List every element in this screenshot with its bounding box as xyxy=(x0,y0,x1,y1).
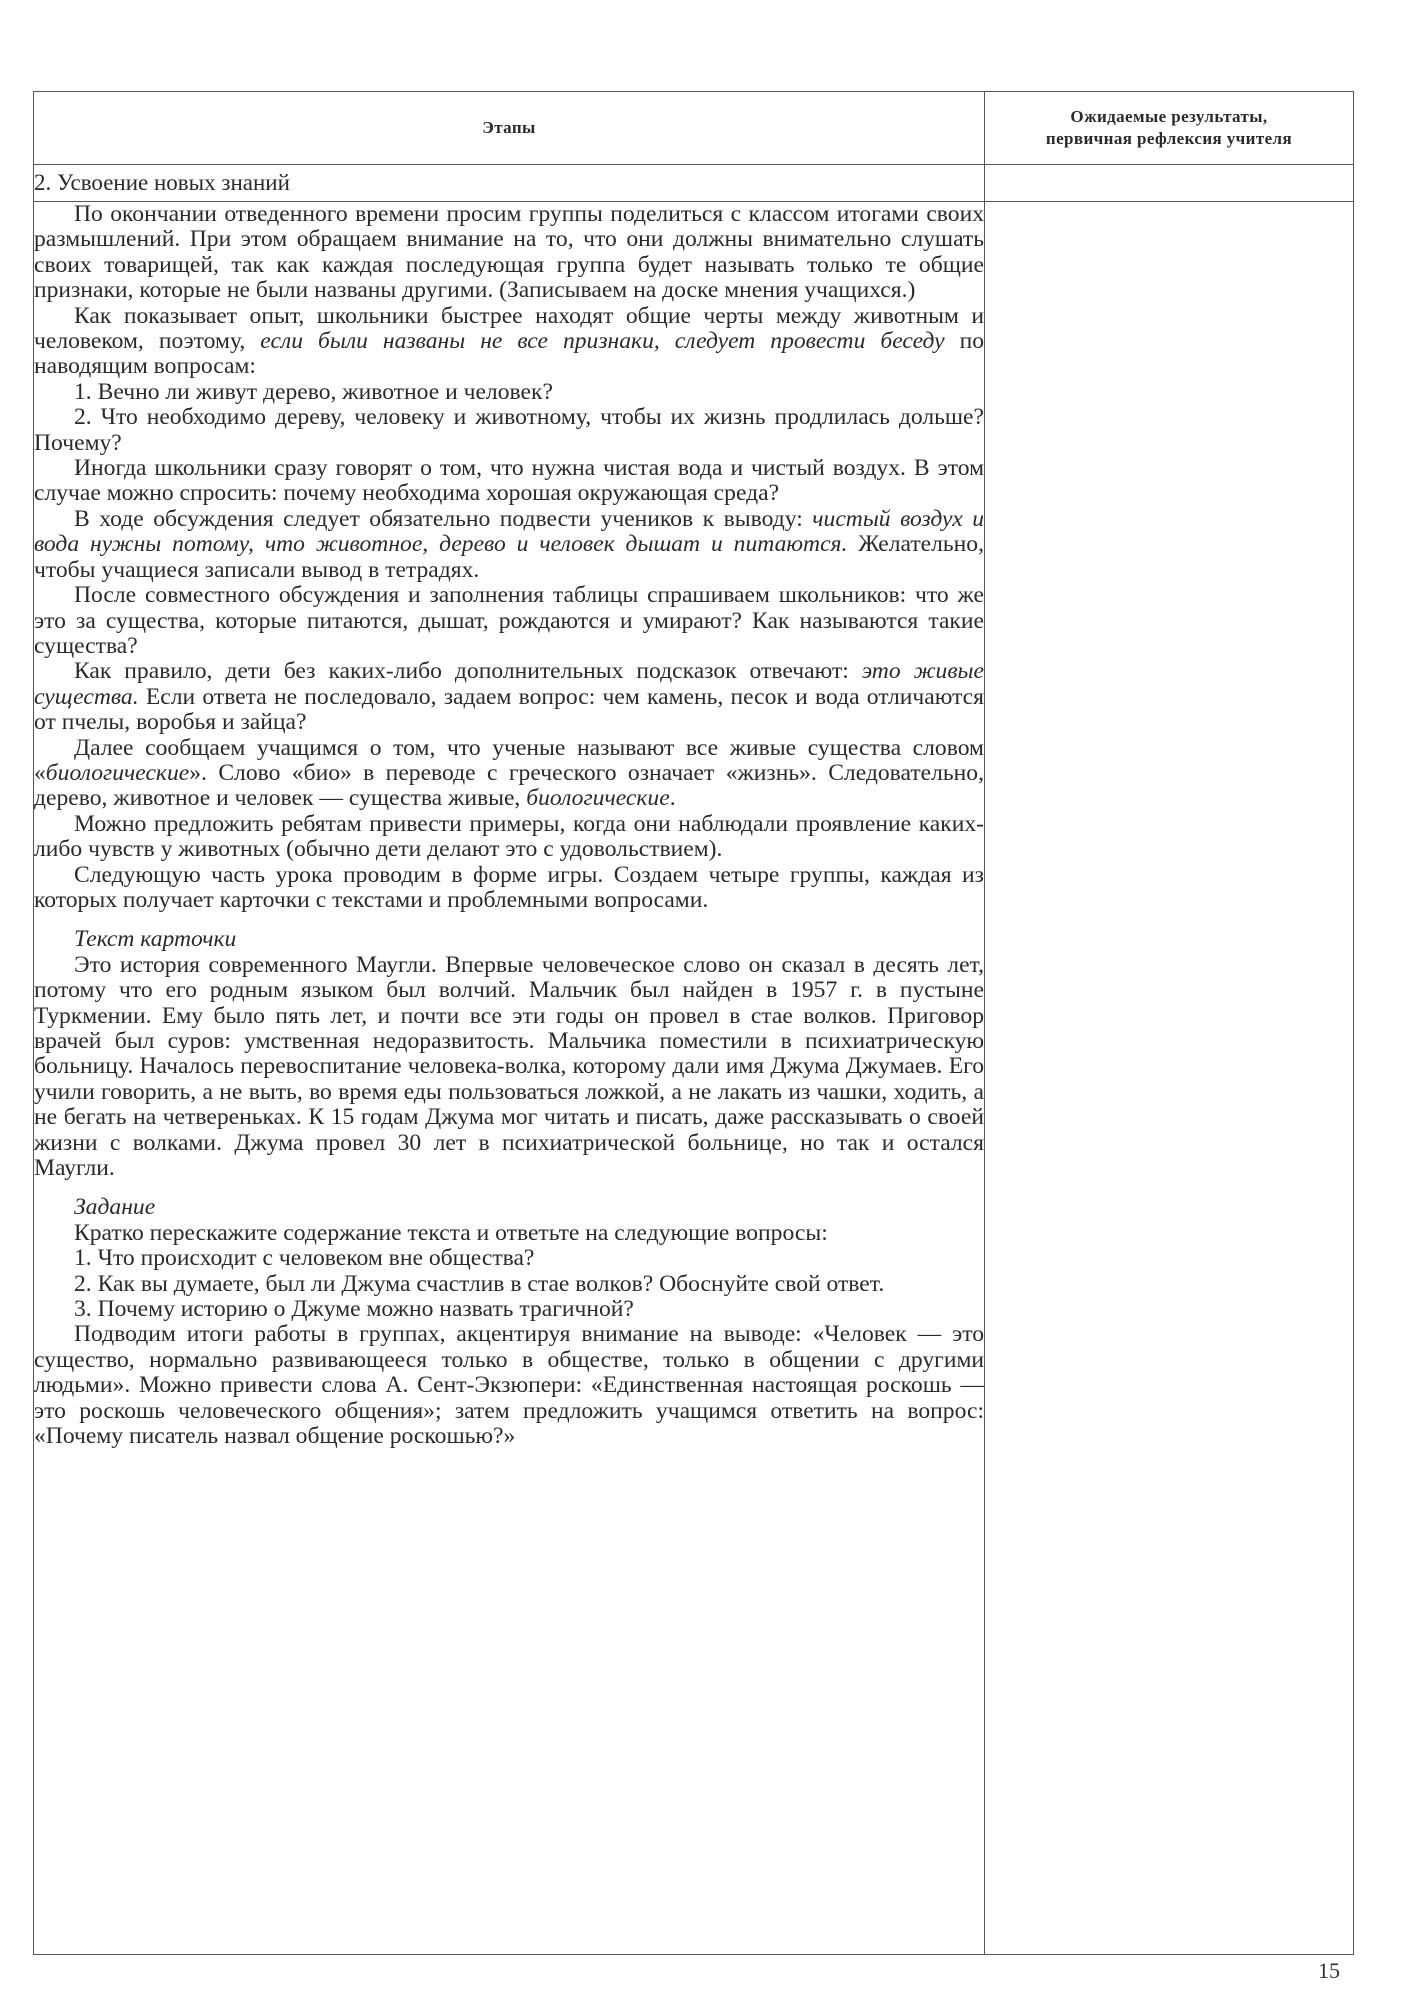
paragraph-6 xyxy=(34,659,984,735)
task-text: Кратко перескажите содержание текста и ответьте на следующие вопросы: xyxy=(74,1219,828,1246)
header-results-line2: первичная рефлексия учителя xyxy=(1045,129,1293,148)
paragraph-10: Подводим итоги работы в группах, акцентируя внимание на выводе: «Человек — это существо, нормально развивающееся только в обществе, только в общении с другими людьми». Можно привести слова А. Сент-Экзюпери: «Единственная настоящая роскошь — это роскошь человеческого общения»; затем предложить учащимся ответить на вопрос: «Почему писатель назвал общение роскошью?» xyxy=(34,1321,984,1450)
paragraph-7-mid: ». Слово «био» в переводе с греческого означает «жизнь». Следовательно, дерево, животное и человек — существа живые, xyxy=(34,759,984,812)
page-number: 15 xyxy=(1318,1958,1340,1983)
paragraph-5: После совместного обсуждения и заполнения таблицы спрашиваем школьников: что же это за существа, которые питаются, дышат, рождаются и умирают? Как называются такие существа? xyxy=(34,582,984,659)
paragraph-3: Иногда школьники сразу говорят о том, что нужна чистая вода и чистый воздух. В этом случае можно спросить: почему необходима хорошая окружающая среда? xyxy=(34,455,984,507)
paragraph-4 xyxy=(34,507,984,583)
paragraph-2-start: Как показывает опыт, школьники быстрее находят общие черты между животным и человеком, поэтому, xyxy=(34,302,984,355)
section-title: 2. Усвоение новых знаний xyxy=(34,165,985,202)
paragraph-7 xyxy=(34,736,984,812)
paragraph-9: Следующую часть урока проводим в форме игры. Создаем четыре группы, каждая из которых получает карточки с текстами и проблемными вопросами. xyxy=(34,861,984,913)
paragraph-6-end: Если ответа не последовало, задаем вопрос: чем камень, песок и вода отличаются от пчелы, воробья и зайца? xyxy=(34,683,984,736)
question-1: 1. Вечно ли живут дерево, животное и человек? xyxy=(74,378,553,405)
paragraph-4-end: Желательно, чтобы учащиеся записали вывод в тетрадях. xyxy=(34,531,984,583)
paragraph-4-italic: чистый воздух и вода нужны потому, что животное, дерево и человек дышат и питаются. xyxy=(34,505,984,558)
content-row xyxy=(34,202,1354,1955)
section-title-row xyxy=(34,165,1354,202)
card-heading: Текст карточки xyxy=(74,926,237,953)
paragraph-2-italic: если были названы не все признаки, следует провести беседу xyxy=(260,328,945,355)
stages-content-cell xyxy=(34,202,985,1955)
header-stages: Этапы xyxy=(34,92,985,165)
paragraph-7-end: . xyxy=(669,785,676,812)
header-results-line1: Ожидаемые результаты, xyxy=(1070,107,1268,126)
task-heading: Задание xyxy=(74,1194,156,1221)
card-text: Это история современного Маугли. Впервые человеческое слово он сказал в десять лет, потому что его родным языком был волчий. Мальчик был найден в 1957 г. в пустыне Туркмении. Ему было пять лет, и почти все эти годы он провел в стае волков. Приговор врачей был суров: умственная недоразвитость. Мальчика поместили в психиатрическую больницу. Началось перевоспитание человека-волка, которому дали имя Джума Джумаев. Его учили говорить, а не выть, во время еды пользоваться ложкой, а не лакать из чашки, ходить, а не бегать на четвереньках. К 15 годам Джума мог читать и писать, даже рассказывать о своей жизни с волками. Джума провел 30 лет в психиатрической больнице, но так и остался Маугли. xyxy=(34,951,984,1182)
paragraph-1: По окончании отведенного времени просим группы поделиться с классом итогами своих размышлений. При этом обращаем внимание на то, что они должны внимательно слушать своих товарищей, так как каждая последующая группа будет называть только те общие признаки, которые не были названы другими. (Записываем на доске мнения учащихся.) xyxy=(34,201,984,304)
paragraph-8: Можно предложить ребятам привести примеры, когда они наблюдали проявление каких-либо чувств у животных (обычно дети делают это с удовольствием). xyxy=(34,810,984,863)
table-header-row xyxy=(34,92,1354,165)
lesson-text xyxy=(34,202,984,1450)
paragraph-4-start: В ходе обсуждения следует обязательно подвести учеников к выводу: xyxy=(74,505,813,532)
paragraph-2 xyxy=(34,304,984,380)
task-question-2: 2. Как вы думаете, был ли Джума счастлив в стае волков? Обоснуйте свой ответ. xyxy=(74,1270,885,1297)
paragraph-7-italic: биологические xyxy=(45,759,190,786)
header-results xyxy=(985,92,1354,165)
paragraph-6-start: Как правило, дети без каких-либо дополнительных подсказок отвечают: xyxy=(74,658,862,685)
paragraph-7-italic-2: биологические xyxy=(526,785,670,812)
paragraph-2-end: по наводящим вопросам: xyxy=(34,328,985,380)
task-question-3: 3. Почему историю о Джуме можно назвать трагичной? xyxy=(74,1296,634,1323)
paragraph-6-italic: это живые существа. xyxy=(34,658,985,710)
lesson-stages-table xyxy=(33,91,1354,1955)
paragraph-7-start: Далее сообщаем учащимся о том, что ученые называют все живые существа словом « xyxy=(34,734,984,786)
question-2: 2. Что необходимо дереву, человеку и животному, чтобы их жизнь продлилась дольше? Почему? xyxy=(34,404,984,456)
results-content-cell xyxy=(985,202,1354,1955)
task-question-1: 1. Что происходит с человеком вне общества? xyxy=(74,1245,535,1272)
section-results-cell xyxy=(985,165,1354,202)
